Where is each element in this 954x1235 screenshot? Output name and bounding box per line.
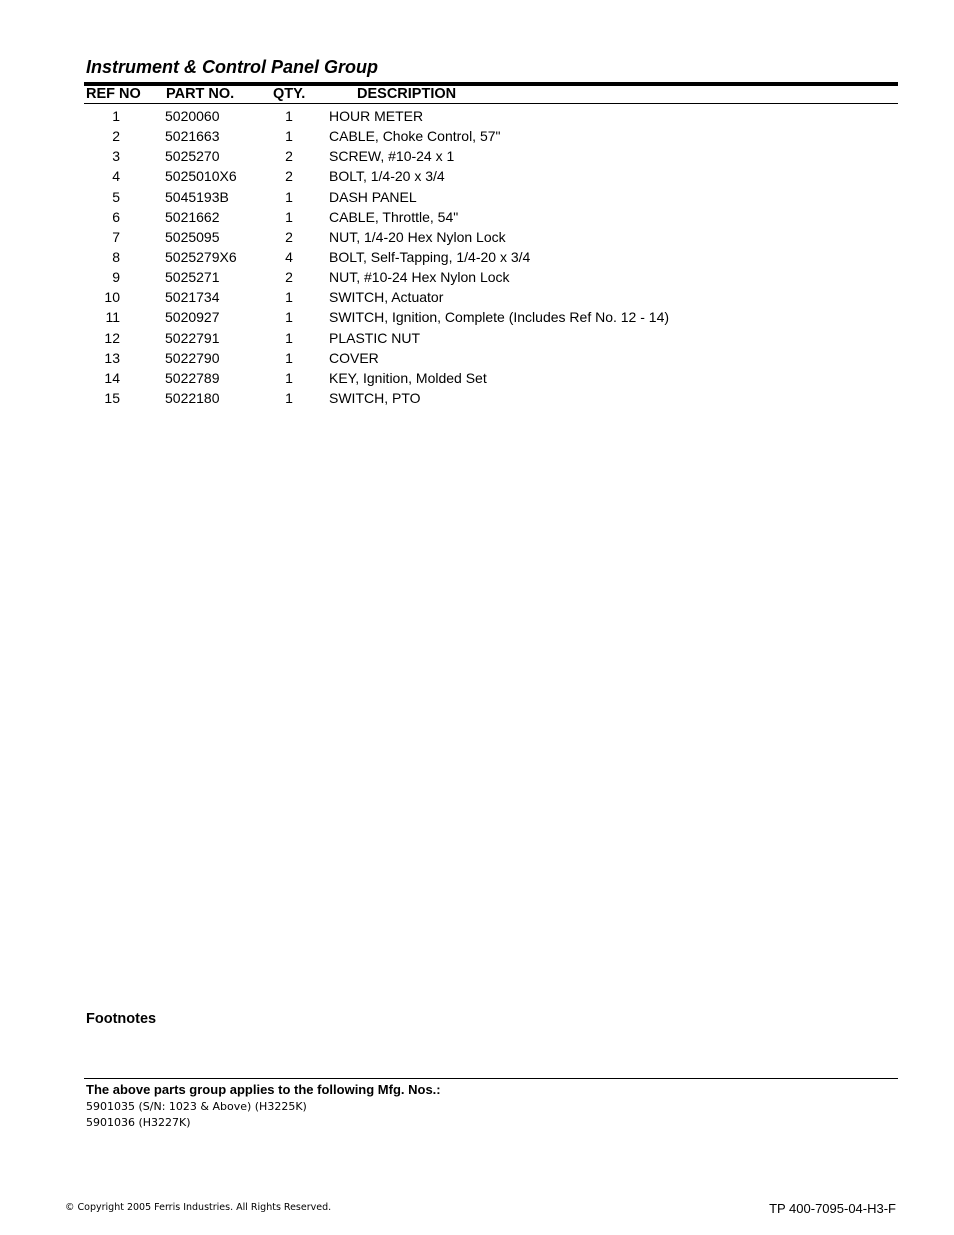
ref-no-cell: 7 [112,228,120,245]
qty-cell: 1 [285,188,293,205]
qty-cell: 2 [285,168,293,185]
ref-no-cell: 4 [112,168,120,185]
header-rule [84,103,898,104]
ref-no-cell: 13 [104,349,120,366]
qty-cell: 2 [285,269,293,286]
description-cell: BOLT, 1/4-20 x 3/4 [329,168,445,185]
part-no-cell: 5025270 [165,148,220,165]
part-no-cell: 5020927 [165,309,220,326]
qty-cell: 2 [285,228,293,245]
ref-no-cell: 5 [112,188,120,205]
part-no-cell: 5025010X6 [165,168,237,185]
description-cell: NUT, 1/4-20 Hex Nylon Lock [329,228,506,245]
description-cell: KEY, Ignition, Molded Set [329,369,487,386]
part-no-cell: 5045193B [165,188,229,205]
table-row [0,167,954,187]
table-row [0,228,954,248]
description-cell: DASH PANEL [329,188,417,205]
description-cell: CABLE, Throttle, 54" [329,208,459,225]
table-row [0,329,954,349]
table-row [0,127,954,147]
mfg-number: 5901035 (S/N: 1023 & Above) (H3225K) [86,1100,307,1113]
table-row [0,288,954,308]
description-cell: SWITCH, PTO [329,389,421,406]
description-cell: HOUR METER [329,108,424,124]
column-header-description: DESCRIPTION [357,86,457,102]
ref-no-cell: 2 [112,128,120,145]
qty-cell: 1 [285,329,293,346]
page-title: Instrument & Control Panel Group [86,57,379,77]
qty-cell: 1 [285,389,293,406]
column-header-ref-no: REF NO [86,86,141,102]
part-no-cell: 5025271 [165,269,220,286]
table-row [0,107,954,127]
qty-cell: 1 [285,108,293,124]
description-cell: CABLE, Choke Control, 57" [329,128,501,145]
ref-no-cell: 1 [112,108,120,124]
part-no-cell: 5021663 [165,128,220,145]
part-no-cell: 5022791 [165,329,220,346]
description-cell: BOLT, Self-Tapping, 1/4-20 x 3/4 [329,248,531,265]
ref-no-cell: 10 [104,289,120,306]
parts-table [0,107,954,409]
description-cell: COVER [329,349,379,366]
ref-no-cell: 12 [104,329,120,346]
description-cell: NUT, #10-24 Hex Nylon Lock [329,269,510,286]
description-cell: SCREW, #10-24 x 1 [329,148,455,165]
part-no-cell: 5022180 [165,389,220,406]
description-cell: SWITCH, Actuator [329,289,444,306]
table-row [0,188,954,208]
ref-no-cell: 6 [112,208,120,225]
qty-cell: 1 [285,208,293,225]
part-no-cell: 5021662 [165,208,220,225]
table-row [0,369,954,389]
table-row [0,248,954,268]
qty-cell: 1 [285,369,293,386]
column-header-part-no: PART NO. [166,86,235,102]
ref-no-cell: 14 [104,369,120,386]
description-cell: PLASTIC NUT [329,329,421,346]
ref-no-cell: 11 [105,309,120,326]
table-row [0,389,954,409]
part-no-cell: 5021734 [165,289,220,306]
column-header-qty: QTY. [273,86,306,102]
qty-cell: 1 [285,309,293,326]
ref-no-cell: 9 [112,269,120,286]
part-no-cell: 5022789 [165,369,220,386]
description-cell: SWITCH, Ignition, Complete (Includes Ref No. 12 - 14) [329,309,670,326]
qty-cell: 1 [285,128,293,145]
part-no-cell: 5020060 [165,108,220,124]
table-row [0,208,954,228]
table-row [0,147,954,167]
qty-cell: 1 [285,289,293,306]
footer-rule [84,1078,898,1079]
document-number: TP 400-7095-04-H3-F [769,1201,896,1216]
ref-no-cell: 15 [104,389,120,406]
table-row [0,349,954,369]
applies-heading: The above parts group applies to the following Mfg. Nos.: [86,1082,441,1097]
qty-cell: 4 [285,248,293,265]
footnotes-heading: Footnotes [86,1011,157,1027]
mfg-number: 5901036 (H3227K) [86,1116,191,1129]
qty-cell: 1 [285,349,293,366]
copyright-notice: © Copyright 2005 Ferris Industries. All Rights Reserved. [65,1202,332,1213]
part-no-cell: 5022790 [165,349,220,366]
table-row [0,308,954,328]
part-no-cell: 5025095 [165,228,220,245]
part-no-cell: 5025279X6 [165,248,237,265]
ref-no-cell: 8 [112,248,120,265]
qty-cell: 2 [285,148,293,165]
table-row [0,268,954,288]
ref-no-cell: 3 [112,148,120,165]
